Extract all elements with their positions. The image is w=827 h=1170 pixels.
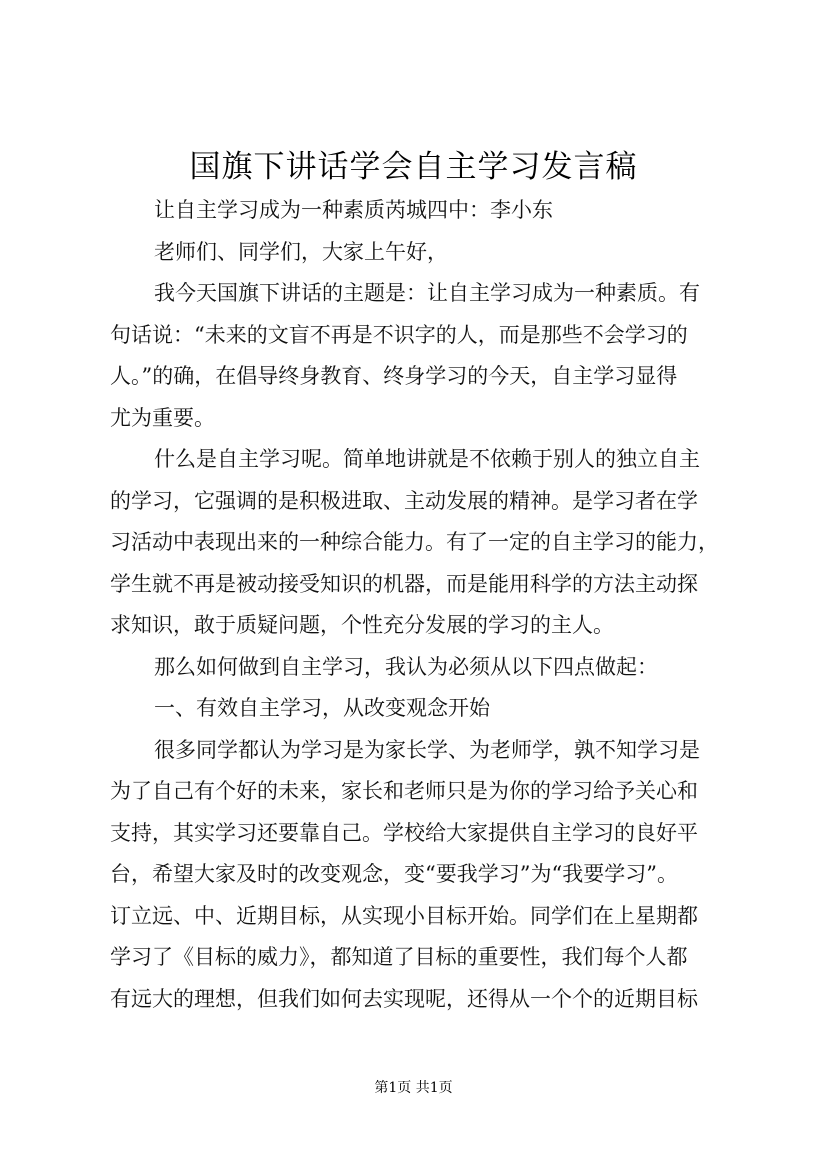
body-line: 我今天国旗下讲话的主题是：让自主学习成为一种素质。有 xyxy=(154,281,700,305)
body-line: 很多同学都认为学习是为家长学、为老师学，孰不知学习是 xyxy=(154,737,700,762)
body-line: 求知识，敢于质疑问题，个性充分发展的学习的主人。 xyxy=(110,613,614,637)
body-line: 人。”的确，在倡导终身教育、终身学习的今天，自主学习显得 xyxy=(110,364,678,388)
body-line: 习活动中表现出来的一种综合能力。有了一定的自主学习的能力， xyxy=(110,530,719,554)
page-footer: 第1页 共1页 xyxy=(374,1080,453,1096)
body-line: 台，希望大家及时的改变观念，变“要我学习”为“我要学习”。 xyxy=(110,862,678,886)
body-line: 让自主学习成为一种素质芮城四中：李小东 xyxy=(154,198,553,222)
document-title: 国旗下讲话学会自主学习发言稿 xyxy=(189,149,638,185)
body-line: 句话说：“未来的文盲不再是不识字的人，而是那些不会学习的 xyxy=(110,322,688,347)
body-line: 为了自己有个好的未来，家长和老师只是为你的学习给予关心和 xyxy=(110,779,698,803)
body-line: 的学习，它强调的是积极进取、主动发展的精神。是学习者在学 xyxy=(110,488,698,513)
body-line: 什么是自主学习呢。简单地讲就是不依赖于别人的独立自主 xyxy=(154,447,700,471)
body-line: 那么如何做到自主学习，我认为必须从以下四点做起： xyxy=(154,654,658,679)
body-line: 尤为重要。 xyxy=(110,405,215,430)
section-heading: 一、有效自主学习，从改变观念开始 xyxy=(154,696,490,720)
body-line: 有远大的理想，但我们如何去实现呢，还得从一个个的近期目标 xyxy=(110,986,698,1011)
body-line: 老师们、同学们，大家上午好， xyxy=(154,239,448,264)
body-line: 订立远、中、近期目标，从实现小目标开始。同学们在上星期都 xyxy=(110,903,698,928)
body-line: 学生就不再是被动接受知识的机器，而是能用科学的方法主动探 xyxy=(110,571,698,596)
body-line: 支持，其实学习还要靠自己。学校给大家提供自主学习的良好平 xyxy=(110,820,698,845)
body-line: 学习了《目标的威力》，都知道了目标的重要性，我们每个人都 xyxy=(110,945,688,969)
document-body xyxy=(110,190,727,1020)
